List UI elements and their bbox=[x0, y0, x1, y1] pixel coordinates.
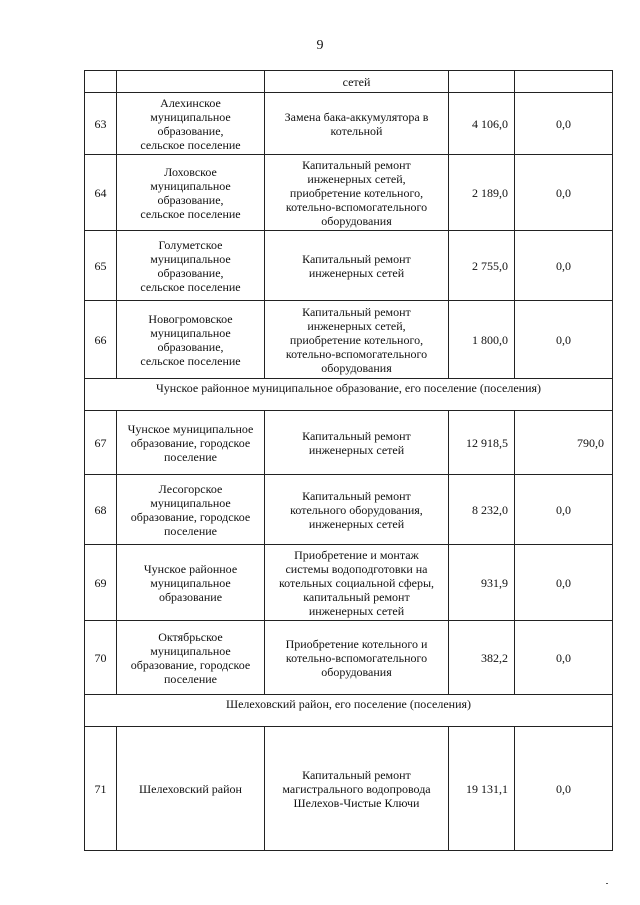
cell-name: Лоховское муниципальное образование, сельское поселение bbox=[117, 155, 265, 231]
cell-name: Голуметское муниципальное образование, сельское поселение bbox=[117, 231, 265, 301]
subsidy-table bbox=[84, 70, 613, 851]
cell-amount-1: 8 232,0 bbox=[449, 475, 515, 545]
cell-name: Новогромовское муниципальное образование, сельское поселение bbox=[117, 301, 265, 379]
cell-amount-2: 0,0 bbox=[515, 155, 613, 231]
cell-work: Капитальный ремонт инженерных сетей, приобретение котельного, котельно-вспомогательного оборудования bbox=[265, 155, 449, 231]
cell-amount-2 bbox=[515, 71, 613, 93]
cell-name: Шелеховский район bbox=[117, 727, 265, 851]
table-row bbox=[85, 545, 613, 621]
table-row bbox=[85, 475, 613, 545]
cell-amount-2: 0,0 bbox=[515, 301, 613, 379]
cell-amount-2: 0,0 bbox=[515, 93, 613, 155]
table-row bbox=[85, 231, 613, 301]
cell-work: Приобретение и монтаж системы водоподготовки на котельных социальной сферы, капитальный ремонт инженерных сетей bbox=[265, 545, 449, 621]
cell-num: 69 bbox=[85, 545, 117, 621]
cell-num: 71 bbox=[85, 727, 117, 851]
cell-work: Приобретение котельного и котельно-вспомогательного оборудования bbox=[265, 621, 449, 695]
cell-work: Капитальный ремонт магистрального водопровода Шелехов-Чистые Ключи bbox=[265, 727, 449, 851]
cell-amount-1: 382,2 bbox=[449, 621, 515, 695]
cell-amount-1: 19 131,1 bbox=[449, 727, 515, 851]
cell-amount-1: 2 755,0 bbox=[449, 231, 515, 301]
cell-name: Чунское муниципальное образование, городское поселение bbox=[117, 411, 265, 475]
scan-mark bbox=[606, 883, 608, 884]
cell-amount-1: 2 189,0 bbox=[449, 155, 515, 231]
cell-num: 68 bbox=[85, 475, 117, 545]
section-row bbox=[85, 379, 613, 411]
cell-name: Алехинское муниципальное образование, сельское поселение bbox=[117, 93, 265, 155]
cell-num bbox=[85, 71, 117, 93]
cell-name bbox=[117, 71, 265, 93]
cell-work: сетей bbox=[265, 71, 449, 93]
cell-amount-1 bbox=[449, 71, 515, 93]
section-title: Шелеховский район, его поселение (поселения) bbox=[85, 695, 613, 727]
cell-name: Чунское районное муниципальное образование bbox=[117, 545, 265, 621]
cell-amount-2: 790,0 bbox=[515, 411, 613, 475]
cell-work: Замена бака-аккумулятора в котельной bbox=[265, 93, 449, 155]
cell-work: Капитальный ремонт инженерных сетей bbox=[265, 231, 449, 301]
cell-amount-2: 0,0 bbox=[515, 621, 613, 695]
table-row bbox=[85, 727, 613, 851]
cell-num: 66 bbox=[85, 301, 117, 379]
table-row bbox=[85, 621, 613, 695]
continuation-row bbox=[85, 71, 613, 93]
table-row bbox=[85, 301, 613, 379]
section-title: Чунское районное муниципальное образование, его поселение (поселения) bbox=[85, 379, 613, 411]
cell-num: 65 bbox=[85, 231, 117, 301]
cell-work: Капитальный ремонт инженерных сетей, приобретение котельного, котельно-вспомогательного оборудования bbox=[265, 301, 449, 379]
cell-amount-1: 931,9 bbox=[449, 545, 515, 621]
section-row bbox=[85, 695, 613, 727]
table-row bbox=[85, 155, 613, 231]
cell-amount-2: 0,0 bbox=[515, 545, 613, 621]
cell-work: Капитальный ремонт инженерных сетей bbox=[265, 411, 449, 475]
cell-num: 70 bbox=[85, 621, 117, 695]
cell-amount-1: 4 106,0 bbox=[449, 93, 515, 155]
cell-num: 64 bbox=[85, 155, 117, 231]
cell-work: Капитальный ремонт котельного оборудования, инженерных сетей bbox=[265, 475, 449, 545]
cell-amount-1: 12 918,5 bbox=[449, 411, 515, 475]
cell-num: 63 bbox=[85, 93, 117, 155]
cell-amount-2: 0,0 bbox=[515, 231, 613, 301]
cell-num: 67 bbox=[85, 411, 117, 475]
page-number: 9 bbox=[316, 38, 324, 53]
cell-amount-2: 0,0 bbox=[515, 475, 613, 545]
cell-name: Октябрьское муниципальное образование, городское поселение bbox=[117, 621, 265, 695]
cell-amount-2: 0,0 bbox=[515, 727, 613, 851]
cell-name: Лесогорское муниципальное образование, городское поселение bbox=[117, 475, 265, 545]
cell-amount-1: 1 800,0 bbox=[449, 301, 515, 379]
table-row bbox=[85, 93, 613, 155]
table-row bbox=[85, 411, 613, 475]
